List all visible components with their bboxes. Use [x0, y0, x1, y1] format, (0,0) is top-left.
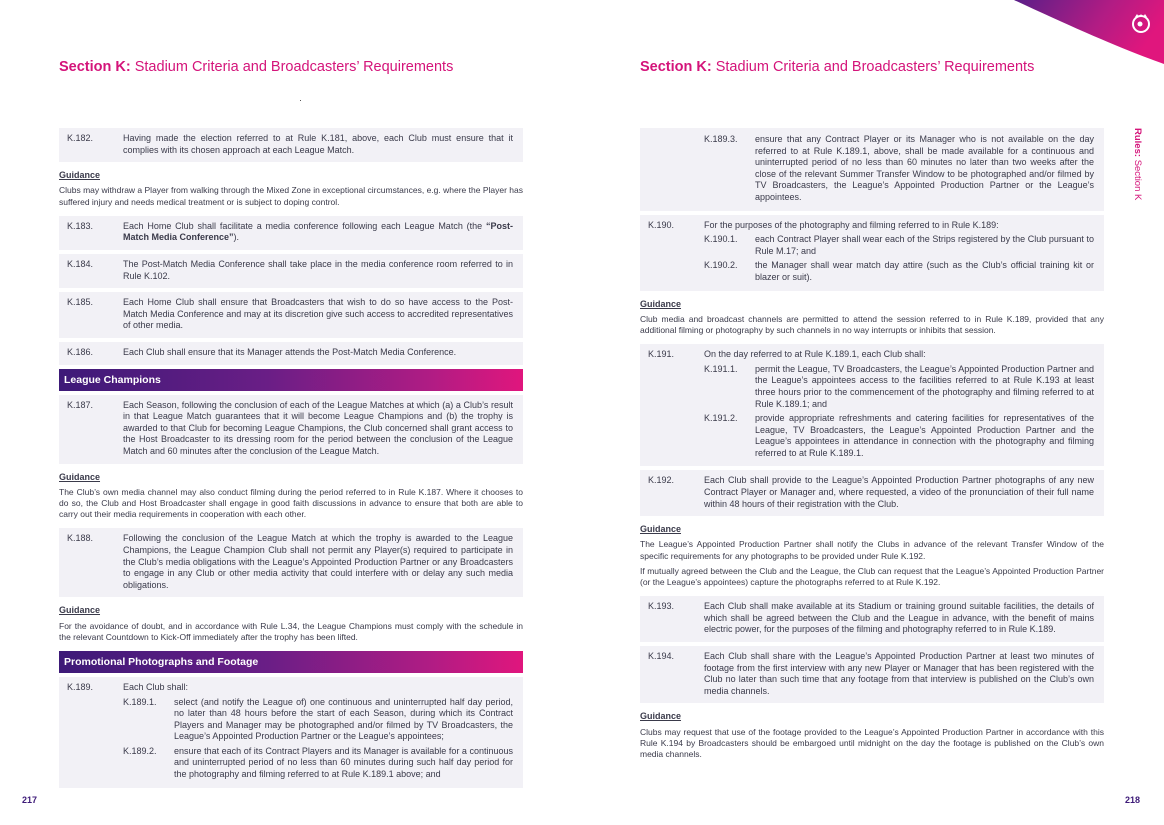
subrule-text: ensure that any Contract Player or its Manager who is not available on the day referred to at Rule K.189.1, above, shall be made available for a continuous and uninterrupted period of no less than 60 minutes no later than two weeks after the close of the relevant Summer Transfer Window to be photographed and/or filmed by TV Broadcasters, the League’s Appointed Production Partner or the League’s appointees. [755, 134, 1094, 202]
section-title [59, 59, 453, 75]
guidance-note [59, 472, 523, 521]
rule-number: K.194. [648, 651, 675, 662]
stray-dot [300, 100, 301, 101]
rule-number: K.186. [67, 346, 94, 357]
rule-block-k182 [59, 128, 523, 162]
subrule-number: K.189.1. [123, 696, 157, 707]
subrule-text: select (and notify the League of) one continuous and uninterrupted half day period, no later than 48 hours before the start of each Season, during which its Contract Players and Manager may be photographed and/or filmed by TV Broadcasters, the League’s Appointed Production Partner or the League’s appointees; [174, 696, 513, 742]
rule-block-k184 [59, 254, 523, 288]
rule-block-k189 [59, 677, 523, 788]
rule-block-k192 [640, 470, 1104, 516]
rule-number: K.188. [67, 533, 94, 544]
subrule-text: provide appropriate refreshments and catering facilities for representatives of the League, TV Broadcasters, the League’s Appointed Production Partner and the League’s appointees in attendance in connection with the photography and filming referred to at Rule K.189.1. [755, 413, 1094, 458]
guidance-note [640, 711, 1104, 760]
rule-text [123, 221, 513, 244]
right-page [582, 0, 1164, 825]
rule-number: K.189. [67, 681, 94, 692]
subrule-text: the Manager shall wear match day attire (such as the Club’s official training kit or blazer or suit). [755, 260, 1094, 282]
guidance-text: For the avoidance of doubt, and in accordance with Rule L.34, the League Champions must comply with the schedule in the relevant Countdown to Kick-Off immediately after the trophy has been lifted. [59, 620, 523, 642]
right-column [640, 128, 1104, 768]
side-label-text: Section K [1132, 159, 1143, 201]
side-tab-label [1131, 128, 1145, 218]
subrule-number: K.189.2. [123, 745, 157, 756]
guidance-title: Guidance [59, 471, 101, 482]
rule-number: K.182. [67, 133, 94, 143]
subrule-text: each Contract Player shall wear each of the Strips registered by the Club pursuant to Rule M.17; and [755, 234, 1094, 256]
subrule-number: K.191.2. [704, 413, 738, 424]
guidance-text: Clubs may request that use of the footage provided to the League’s Appointed Production Partner in accordance with this Rule K.194 by Broadcasters should be embargoed until midnight on the day the footage is published on the Club’s own media channels. [640, 726, 1104, 760]
guidance-note [59, 170, 523, 208]
subrule-number: K.190.2. [704, 260, 738, 271]
section-title [640, 59, 1034, 75]
rule-block-k185 [59, 292, 523, 338]
guidance-text: The Club’s own media channel may also conduct filming during the period referred to in Rule K.187. Where it chooses to do so, the Club and Host Broadcaster shall engage in good faith discussions in advance to ensure that both are able to carry out their media requirements in cooperation with each other. [59, 486, 523, 520]
rule-number: K.183. [67, 220, 94, 231]
section-title-text: Stadium Criteria and Broadcasters’ Requirements [715, 59, 1035, 75]
guidance-note [640, 524, 1104, 588]
rule-block-k189-3 [640, 128, 1104, 211]
rule-text: For the purposes of the photography and filming referred to in Rule K.189: [704, 219, 999, 230]
section-prefix: Section K: [59, 59, 131, 75]
subrule-number: K.190.1. [704, 234, 738, 245]
rule-text: The Post-Match Media Conference shall take place in the media conference room referred to in Rule K.102. [123, 258, 513, 281]
rule-block-k187 [59, 395, 523, 464]
rule-block-k186 [59, 342, 523, 365]
rule-text-part: Each Home Club shall facilitate a media conference following each League Match (the [123, 220, 486, 231]
guidance-title: Guidance [59, 170, 101, 181]
defined-term: “Post-Match Media Conference” [123, 220, 513, 243]
left-column [59, 128, 523, 792]
rule-block-k191 [640, 344, 1104, 466]
rule-number: K.187. [67, 399, 94, 410]
subsection-banner: League Champions [59, 369, 523, 391]
guidance-text: The League’s Appointed Production Partner shall notify the Clubs in advance of the relevant Transfer Window of the specific requirements for any photographs to be provided under Rule K.192. [640, 539, 1104, 561]
rule-text: Each Season, following the conclusion of each of the League Matches at which (a) a Club’s result in that League Match guarantees that it will become League Champions and (b) the trophy is awarded to that Club for becoming League Champions, the Club concerned shall grant access to the Host Broadcaster to its dressing room for the period between the conclusion of the League Match and 60 minutes after the conclusion of the League Match. [123, 399, 513, 456]
page-number: 218 [1124, 795, 1140, 805]
rule-number: K.190. [648, 219, 675, 230]
rule-text: Each Home Club shall ensure that Broadcasters that wish to do so have access to the Post-Match Media Conference and may at its discretion give such access to accredited representatives of other media. [123, 297, 513, 331]
section-title-text: Stadium Criteria and Broadcasters’ Requirements [134, 59, 454, 75]
section-prefix: Section K: [640, 59, 712, 75]
guidance-title: Guidance [640, 711, 682, 722]
guidance-note [59, 605, 523, 643]
side-label-bold: Rules: [1132, 128, 1143, 158]
guidance-text: Clubs may withdraw a Player from walking through the Mixed Zone in exceptional circumstances, e.g. where the Player has suffered injury and needs medical treatment or is subject to doping control. [59, 185, 523, 207]
subsection-banner: Promotional Photographs and Footage [59, 651, 523, 673]
rule-text: On the day referred to at Rule K.189.1, each Club shall: [704, 349, 926, 360]
guidance-title: Guidance [640, 298, 682, 309]
rule-text: Each Club shall make available at its Stadium or training ground suitable facilities, the details of which shall be agreed between the Club and the League in advance, with the benefit of mains electric power, for the purposes of the filming and photography referred to in Rule K.189. [704, 601, 1094, 635]
rule-block-k188 [59, 528, 523, 597]
rule-text: Having made the election referred to at Rule K.181, above, each Club must ensure that it complies with its chosen approach at each League Match. [123, 133, 513, 155]
rule-text: Following the conclusion of the League Match at which the trophy is awarded to the League Champions, the League Champion Club shall not permit any Player(s) required to participate in the Club’s media obligations with the League’s Appointed Production Partner or any Broadcasters to engage in any Club or other media activity that could interfere with or delay any such media obligations. [123, 533, 513, 590]
page-number: 217 [22, 795, 38, 805]
rule-number: K.192. [648, 475, 675, 486]
rule-block-k190 [640, 215, 1104, 291]
guidance-text: If mutually agreed between the Club and the League, the Club can request that the League’s Appointed Production Partner (or the League’s appointees) capture the photographs referred to at Rule K.192. [640, 565, 1104, 588]
guidance-title: Guidance [640, 524, 682, 535]
rule-text: Each Club shall share with the League’s Appointed Production Partner at least two minutes of footage from the first interview with any new Player or Manager that has been registered with the Club no later than such time that any footage from that interview is published on the Club’s own media channels. [704, 651, 1094, 696]
rule-number: K.184. [67, 258, 94, 269]
subrule-number: K.189.3. [704, 134, 738, 144]
rule-text: Each Club shall: [123, 681, 189, 692]
guidance-text: Club media and broadcast channels are permitted to attend the session referred to in Rule K.189, provided that any additional filming or photography by such channels in no way interrupts or inhibits that session. [640, 313, 1104, 335]
subrule-number: K.191.1. [704, 363, 738, 374]
guidance-note [640, 299, 1104, 337]
rule-number: K.193. [648, 601, 675, 612]
subrule-text: permit the League, TV Broadcasters, the League’s Appointed Production Partner and the League’s appointees access to the facilities referred to at Rule K.193 at least three hours prior to the commencement of the photography and filming referred to at Rule K.189.1; and [755, 363, 1094, 409]
rule-text: Each Club shall ensure that its Manager attends the Post-Match Media Conference. [123, 346, 457, 357]
subrule-text: ensure that each of its Contract Players and its Manager is available for a continuous and uninterrupted period of no less than 60 minutes during such half day period for the photography and filming referred to at Rule K.189.1 above; and [174, 745, 513, 780]
rule-number: K.191. [648, 349, 675, 360]
rule-block-k194 [640, 646, 1104, 703]
rule-block-k193 [640, 596, 1104, 642]
corner-decoration [1014, 0, 1164, 70]
rule-text: Each Club shall provide to the League’s Appointed Production Partner photographs of any new Contract Player or Manager and, where requested, a video of the pronunciation of their full name within 48 hours of their registration with the Club. [704, 475, 1094, 509]
rule-text-part: ). [233, 232, 240, 243]
rule-block-k183 [59, 216, 523, 250]
guidance-title: Guidance [59, 605, 101, 616]
rule-number: K.185. [67, 297, 94, 308]
